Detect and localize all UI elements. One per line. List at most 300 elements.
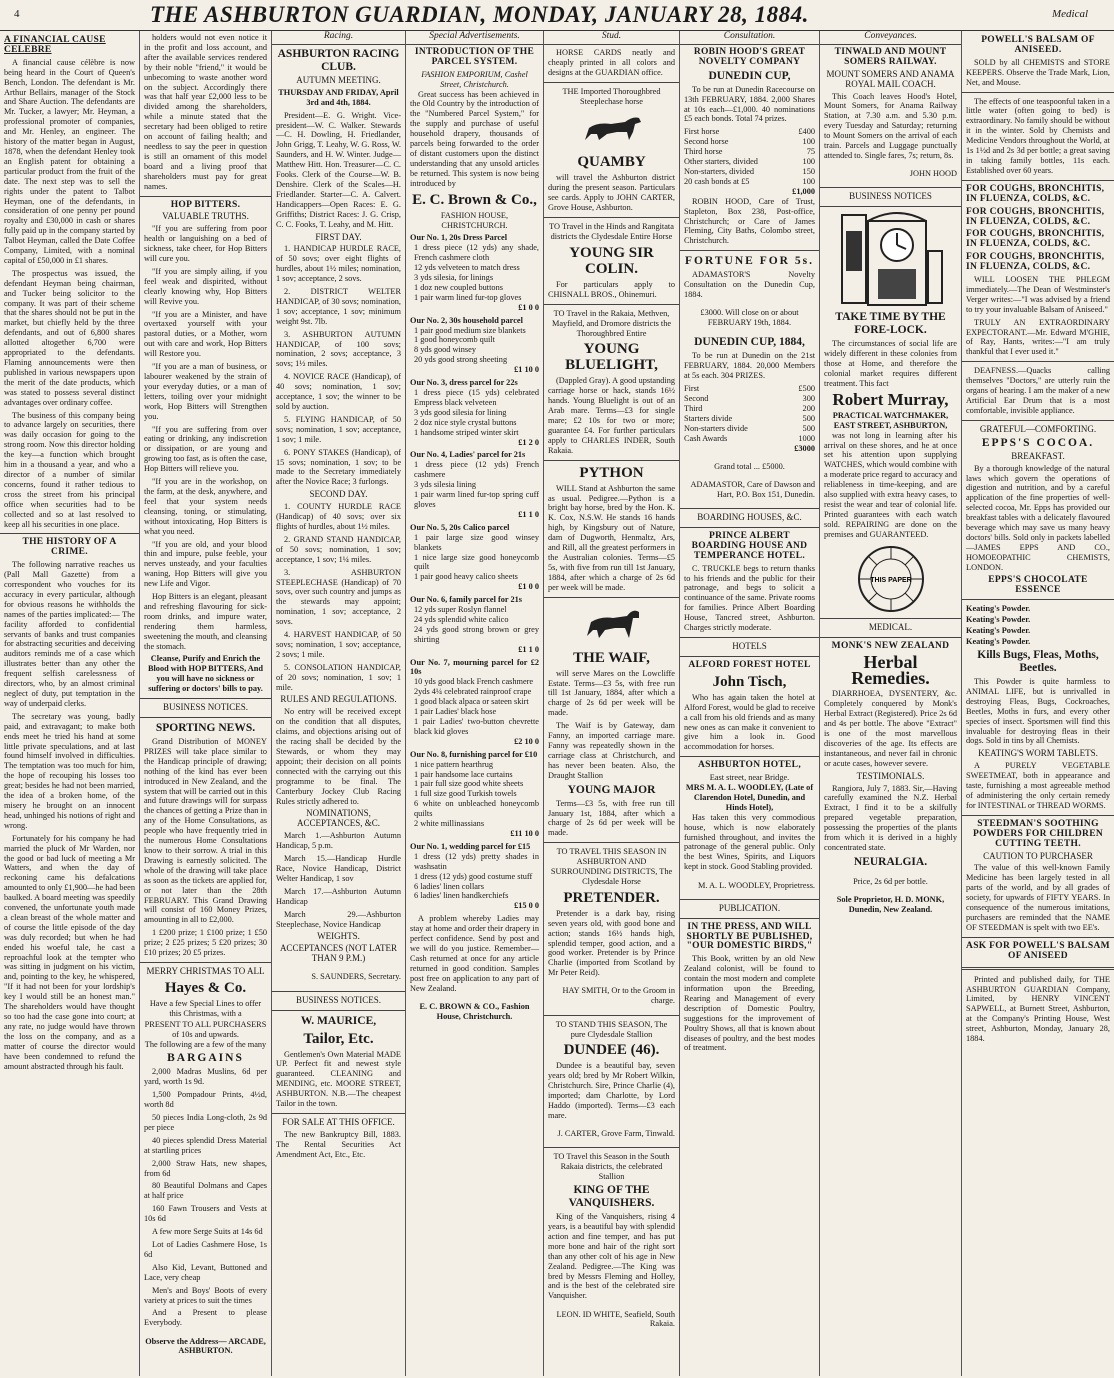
sporting-text: Grand Distribution of MONEY PRIZES will take place similar to the Handicap principle of drawing; nothing of the kind has ever been introduced in New Zealand, and the system that will be carried out in this and future drawings will for surpass the chances of getting a Prize than in any of the Home Consultations, as people who have frequently tried in the numerous Home Consultations know to their sorrow. A trial in this Drawing is earnestly solicited. The whole of the drawing will take place as soon as the tickets are applied for, or not later than the 28th FEBRUARY. This Grand Drawing will consist of 160 Money Prizes, amounting in all to £2,000. [144, 737, 267, 925]
divider [680, 637, 819, 638]
parcel-line: 20 yds good strong sheeting [414, 355, 508, 365]
hop-bitters-heading: HOP BITTERS. [170, 199, 241, 210]
prize-label: Starters divide [684, 413, 733, 423]
signature: JOHN HOOD [909, 169, 957, 179]
rules-heading: RULES AND REGULATIONS. [280, 694, 397, 705]
divider [680, 250, 819, 251]
divider [962, 815, 1114, 816]
parcel-line: 2 white millinassians [414, 819, 485, 829]
day-heading: FIRST DAY. [315, 231, 362, 242]
kills-heading: Kills Bugs, Fleas, Moths, Beetles. [977, 649, 1099, 675]
divider [272, 1010, 405, 1011]
race-name: DUNEDIN CUP, 1884, [694, 336, 805, 349]
for-sale-text: The new Bankruptcy Bill, 1883. The Rental Securities Act Amendment Act, Etc., Etc. [276, 1129, 401, 1159]
prize-row [684, 414, 815, 424]
article-paragraph: A financial cause célèbre is now being heard in the Court of Queen's Bench, London. The defendant is Mr. Arthur Bellairs, manager of the Stock and Share Auction. The defendants are Mr. Tucker, a lawyer; Mr. Heyman, a professional promoter of companies, and Mr. Henley, an engineer. The history of the matter began in August, 1878, when the defendant Henley took an English patent for obtaining a particular product from the fruit of the date. The next step was to sell the rights under the patent to Talbot Heyman, one of the defendants, in consideration of one penny per pound royalty and £30,000 in cash or shares fully paid up in the company started by Talbot Heyman, called the Date Coffee Company, Limited, with a nominal capital of £50,000 in £1 shares. [4, 57, 135, 265]
divider [140, 698, 271, 699]
parcel-line: 3 yds good silesia for lining [414, 407, 507, 417]
column-8 [962, 31, 1114, 1376]
race-item: 2. GRAND STAND HANDICAP, of 50 sovs; nomination, 1 sov; acceptance, 1 sov; 1¼ miles. [276, 534, 401, 564]
column-7 [820, 31, 962, 1376]
parcel-item [410, 523, 539, 592]
prize-value: 100 [802, 137, 815, 147]
coughs-heading: FOR COUGHS, BRONCHITIS, IN FLUENZA, COLDS, &C. [966, 229, 1105, 250]
meeting-dates: THURSDAY AND FRIDAY, April 3rd and 4th, 1884. [278, 87, 399, 107]
powell-text: SOLD by all CHEMISTS and STORE KEEPERS. Observe the Trade Mark, Lion, Net, and Mouse. [966, 57, 1110, 87]
financial-heading: A FINANCIAL CAUSE CELEBRE [4, 35, 106, 55]
stud-horse-name: YOUNG BLUELIGHT, [565, 341, 658, 374]
parcel-line: 1 pair good medium size blankets [414, 325, 526, 335]
hotel-text: Has taken this very commodious house, which is now elaborately furnished throughout, and invites the patronage of the general public. Only the best Wines, Spirits, and Liquors kept in stock. Good Stabling provided. [684, 812, 815, 872]
stud-intro: TO STAND THIS SEASON, The pure Clydesdale Stallion [555, 1019, 668, 1039]
parcel-line: 1 nice pattern hearthrug [414, 759, 494, 769]
column-4 [406, 31, 544, 1376]
keating-text: This Powder is quite harmless to ANIMAL LIFE, but is unrivalled in destroying Fleas, Bugs, Cockroaches, Beetles, Moths in furs, and every other species of insect. Sportsmen will find this invaluable for destroying fleas in their dogs. Sold in tins by all Chemists. [966, 677, 1110, 746]
prize-value: 75 [806, 147, 815, 157]
column-heading: Conveyances. [820, 31, 961, 45]
parcel-line: 1 pair Ladies' two-button chevrette black kid gloves [414, 717, 539, 736]
parcel-line: 1 dress piece (15 yds) celebrated Empress black velveteen [414, 388, 539, 407]
prize-value: 1000 [798, 433, 815, 443]
divider [962, 180, 1114, 181]
parcel-line: 6 ladies' linen collars [414, 881, 484, 891]
parcel-line: 1 good black alpaca or sateen skirt [414, 697, 529, 707]
prize-row [684, 137, 815, 147]
divider [140, 962, 271, 963]
parcel-line: 12 yds velveteen to match dress [414, 263, 520, 273]
prize-value: £500 [798, 384, 815, 394]
ad-line: "If you are a Minister, and have overtaxed yourself with your pastoral duties, or a Mother, worn out with care and work, Hop Bitters will Restore you. [144, 309, 267, 359]
ad-line: The following are a few of the many [144, 1040, 267, 1050]
race-item: 1. COUNTY HURDLE RACE (Handicap) of 40 sovs; over six flights of hurdles, about 1½ miles. [276, 502, 401, 531]
keating-line: Keating's Powder. [966, 615, 1031, 625]
prize-table [684, 384, 815, 443]
weights-heading: WEIGHTS. [317, 931, 360, 942]
crime-heading: THE HISTORY OF A CRIME. [22, 537, 117, 558]
divider [544, 304, 679, 305]
parcel-intro: Great success has been achieved in the Old Country by the introduction of the "Numbered Parcel System," for the supply and purchase of useful household drapery, thousands of parcels being forwarded to the order of distant customers upon the distinct understanding that any unsold articles be returned. This system is now being introduced by [410, 89, 539, 188]
total-value: £3000 [794, 443, 815, 453]
prize-row [684, 167, 815, 177]
signature: Sole Proprietor, H. D. MONK, Dunedin, New Zealand. [836, 895, 945, 915]
consultation-heading: ROBIN HOOD'S GREAT NOVELTY COMPANY [693, 46, 806, 67]
parcel-line: 1 pair full size good white sheets [414, 779, 524, 789]
stud-text: For particulars apply to CHISNALL BROS., Ohinemuri. [548, 279, 675, 299]
steedman-heading: STEEDMAN'S SOOTHING POWDERS FOR CHILDREN CUTTING TEETH. [972, 818, 1104, 849]
powell-text: The effects of one teaspoonful taken in a little water (often going to bed) is extraordinary. No family should be without it in the winter. Sold by Chemists and Medicine Vendors throughout the World, at 1s 1½d and 2s 3d per bottle; a great saving in taking family bottles, 11s each. Established over 60 years. [966, 96, 1110, 175]
epps-tagline: GRATEFUL—COMFORTING. [979, 423, 1097, 434]
prize-label: First horse [684, 127, 720, 137]
parcel-name: Our No. 7, mourning parcel for £2 10s [410, 657, 539, 677]
column-5 [544, 31, 680, 1376]
stud-text: will serve Mares on the Lowcliffe Estate. Terms—£3 5s, with free run till 1st January, 1884, after which a charge of 2s 6d per week will be made. [548, 668, 675, 718]
monk-heading: MONK'S NEW ZEALAND [831, 640, 950, 651]
ad-line: Hop Bitters is an elegant, pleasant and refreshing flavouring for sick-room drinks, and impure water, rendering them harmless, sweetening the mouth, and cleansing the stomach. [144, 592, 267, 651]
parcel-item [410, 233, 539, 312]
parcel-price: £1 1 0 [518, 509, 539, 519]
stud-text: King of the Vanquishers, rising 4 years, is a beautiful bay with splendid action and fine temper, and has put more bone and hair of the right sort than any other colt of his age in New Zealand. Pedigree.—The King was bred by Messrs Fleming and Holley, and is the best of the celebrated sire Vanquisher. [548, 1212, 675, 1301]
proprietor-name: John Tisch, [712, 673, 787, 690]
divider [680, 756, 819, 757]
race-item: 5. CONSOLATION HANDICAP, of 20 sovs; nomination, 1 sov; 1 mile. [276, 662, 401, 692]
coach-heading: MOUNT SOMERS AND ANAMA ROYAL MAIL COACH. [826, 68, 955, 89]
epps-text: By a thorough knowledge of the natural laws which govern the operations of digestion and nutrition, and by a careful application of the fine properties of well-selected cocoa, Mr. Epps has provided our breakfast tables with a delicately flavoured beverage which may save us many heavy doctors' bills. Sold only in packets labelled—JAMES EPPS AND CO., HOMOEOPATHIC CHEMISTS, LONDON. [966, 463, 1110, 572]
race-item: 6. PONY STAKES (Handicap), of 15 sovs; nomination, 1 sov; to be made to the Secretary immediately after the Novice Race; 3 furlongs. [276, 447, 401, 487]
parcel-line: 3 yds silesia, for linings [414, 273, 494, 283]
stud-horse-name: PRETENDER. [563, 889, 660, 906]
prize-total [684, 187, 815, 197]
parcel-price: £1 1 0 [518, 644, 539, 654]
prize-label: Cash Awards [684, 433, 728, 443]
divider [680, 508, 819, 509]
parcel-price: £11 10 0 [510, 828, 539, 838]
parcel-name: Our No. 5, 20s Calico parcel [410, 522, 510, 532]
list-item: 160 Fawn Trousers and Vests at 10s 6d [144, 1204, 267, 1224]
hayes-name: Hayes & Co. [164, 979, 247, 996]
stud-intro: THE Imported Thoroughbred Steeplechase horse [562, 86, 661, 106]
parcel-line: 1 pair large size good winsey blankets [414, 532, 539, 552]
column-2 [140, 31, 272, 1376]
prize-value: 100 [802, 157, 815, 167]
parcel-item [410, 316, 539, 375]
prize-row [684, 157, 815, 167]
monk-text: DIARRHOEA, DYSENTERY, &c. Completely conquered by Monk's Herbal Extract (Registered). Price 2s 6d and 4s per bottle. The above "Extract" is one of the most marvellous discoveries of the age. Its effects are instantaneous, and never fail in chronic or acute cases, however severe. [824, 689, 957, 768]
take-time-heading: TAKE TIME BY THE FORE-LOCK. [835, 311, 946, 337]
parcel-name: Our No. 4, Ladies' parcel for 21s [410, 450, 526, 460]
imprint: Printed and published daily, for THE ASHBURTON GUARDIAN Company, Limited, by HENRY VINCENT SAPWELL, at Burnett Street, Ashburton, at the Company's Printing House, West street, Ashburton, Monday, January 28, 1884. [966, 974, 1110, 1044]
coughs-heading: FOR COUGHS, BRONCHITIS, IN FLUENZA, COLDS, &C. [966, 252, 1105, 273]
horse-icon [577, 110, 647, 150]
stud-text: The Waif is by Gateway, dam Fanny, an imported carriage mare. Fanny was repeatedly shown in the carriage class at Christchurch, and has never been beaten. Also, the Draught Stallion [548, 721, 675, 780]
worm-text: A PURELY VEGETABLE SWEETMEAT, both in appearance and taste, furnishing a most agreeable method of administering the only certain remedy for INTESTINAL or THREAD WORMS. [966, 761, 1110, 810]
race-list [276, 244, 401, 487]
parcel-line: 6 white on unbleached honeycomb quilts [414, 799, 539, 819]
parcel-price: £15 0 0 [514, 901, 539, 911]
prize-label: Second horse [684, 137, 729, 147]
prize-value: 150 [802, 166, 815, 176]
tailor-trade: Tailor, Etc. [303, 1030, 374, 1047]
testimonial-text: Rangiora, July 7, 1883. Sir,—Having carefully examined the N.Z. Herbal Extract, I find it to be a skilfully prepared vegetable preparation, possessing the properties of the plants from which it is derived in a highly concentrated state. [824, 783, 957, 852]
parcel-footer: A problem whereby Ladies may stay at home and order their drapery in perfect confidence. Send by post and we will do you justice. Remember—Cash returned at once for any article returned in good condition. Samples post free on application to any part of New Zealand. [410, 914, 539, 993]
officials-list: President—E. G. Wright. Vice-president—W. C. Walker. Stewards—C. H. Dowling, H. Friedlander, John Grigg, T. Leahy, W. G. Ross, W. Saunders, and H. W. Winter. Judge—Matthew Hitt. Hon. Treasurer—C. C. Fooks. Clerk of the Course—W. B. Denshire. Clerk of the Scales—H. Friedlander. Starter—C. A. Calvert. Handicappers—Open Races: E. G. Griffiths; District Races: J. G. Crisp, C. C. Fooks, T. Leahy, and M. Hitt. [276, 110, 401, 229]
prize-total [684, 444, 815, 454]
prize-label: Third [684, 403, 703, 413]
parcel-line: 12 yds super Roslyn flannel [414, 605, 507, 615]
parcel-line: 1 handsome striped winter skirt [414, 427, 519, 437]
stud-horse-name: THE WAIF, [573, 649, 650, 666]
divider [544, 460, 679, 461]
parcel-line: 1 dress piece (12 yds) any shade, French cashmere cloth [414, 243, 539, 263]
parcel-sub: FASHION EMPORIUM, Cashel Street, Christchurch. [421, 69, 528, 89]
signature: S. SAUNDERS, Secretary. [311, 972, 401, 982]
stud-text: Dundee is a beautiful bay, seven years old; bred by Mr Robert Wilkin, Christchurch. Sire, Prince Charlie (4), imported; dam Charlotte, by Lord Haddo (imported). Terms—£3 each mare. [548, 1061, 675, 1120]
article-paragraph: The secretary was young, badly paid, and extravagant; to make both ends meet he tried his hand at some little private speculations, and at last found himself involved in difficulties. The temptation was too much for him, the hope of recouping his losses too great; besides he had not been married, the idea of a broken home, of the misery he brought on an innocent head, unhinged his notions of right and wrong. [4, 711, 135, 830]
proprietor-name: MRS M. A. L. WOODLEY, (Late of Clarendon Hotel, Dunedin, and Hinds Hotel), [685, 783, 814, 812]
list-item: 80 Beautiful Dolmans and Capes at half price [144, 1181, 267, 1201]
prize-row [684, 384, 815, 394]
medical-heading: MEDICAL. [868, 621, 913, 632]
prize-label: Third horse [684, 147, 723, 157]
paper-emblem-icon [836, 544, 946, 614]
paper-label: THIS PAPER [869, 576, 912, 584]
list-item: 2,000 Madras Muslins, 6d per yard, worth 1s 9d. [144, 1067, 267, 1087]
parcel-list [410, 233, 539, 911]
divider [962, 967, 1114, 970]
signature: HAY SMITH, Or to the Groom in charge. [562, 986, 675, 1006]
parcel-name: Our No. 6, family parcel for 21s [410, 595, 522, 605]
coach-text: This Coach leaves Hood's Hotel, Mount Somers, for Anama Railway Station, at 7.30 a.m. and 5.30 p.m. every Tuesday and Saturday; returning to Mount Somers on the arrival of each train. Parcels and Luggage punctually attended to. Single fares, 7s; return, 8s. [824, 91, 957, 160]
prize-label: Second [684, 393, 709, 403]
prize-value: 200 [802, 403, 815, 413]
list-item: And a Present to please Everybody. [144, 1308, 267, 1328]
ad-line: "If you are suffering from poor health or languishing on a bed of sickness, take cheer, for Hop Bitters will cure you. [144, 224, 267, 264]
watchmaker-text: was not long in learning after his arrival on these shores, and he at once set his attention upon supplying WATCHES, which would combine with a moderate price regard to accuracy and reliableness in time-keeping, and are also supplied with extra heavy cases, to resist the wear and tear of colonial life. Printed guarantees with each watch sold. REPAIRING are done on the premises and GUARANTEED. [824, 430, 957, 539]
race-item: 3. ASHBURTON AUTUMN HANDICAP, of 100 sovs; nomination, 2 sovs; acceptance, 3 sovs; 1½ miles. [276, 329, 401, 369]
stud-horse-name: QUAMBY [577, 154, 646, 171]
parcel-item [410, 595, 539, 654]
ad-line: "If you are simply ailing, if you feel weak and dispirited, without clearly knowing why, Hop Bitters will Revive you. [144, 266, 267, 306]
divider [820, 637, 961, 638]
monk-title: Herbal Remedies. [851, 652, 930, 689]
neuralgia-heading: NEURALGIA. [853, 855, 928, 868]
prize-row [684, 127, 815, 137]
tailor-name: W. MAURICE, [300, 1014, 377, 1027]
christmas-heading: MERRY CHRISTMAS TO ALL [146, 965, 265, 976]
consultation-text: To be run at Dunedin on the 21st FEBRUARY, 1884. 20,000 Members at 5s each. 304 PRIZES. [684, 351, 815, 381]
prize-list: 1 £200 prize; 1 £100 prize; 1 £50 prize; 2 £25 prizes; 5 £20 prizes; 30 £10 prizes; 20 £5 prizes. [144, 928, 267, 958]
parcel-item [410, 658, 539, 747]
divider [962, 937, 1114, 938]
divider [962, 92, 1114, 93]
race-item: 2. DISTRICT WELTER HANDICAP, of 30 sovs; nomination, 1 sov; acceptance, 1 sov; minimum weight 9st. 7lb. [276, 287, 401, 326]
stud-text: Terms—£3 5s, with free run till January 1st, 1884, after which a charge of 2s 6d per week will be made. [548, 798, 675, 838]
stud-intro: TO Travel in the Rakaia, Methven, Mayfield, and Dromore districts the Thoroughbred Entire [551, 308, 672, 338]
column-3 [272, 31, 406, 1376]
bargains-heading: BARGAINS [167, 1052, 244, 1065]
press-text: This Book, written by an old New Zealand colonist, will be found to contain the most modern and complete information upon the Breeding, Rearing and Management of every description of Domestic Poultry, suggestions for the improvement of Poultry Shows, all that is known about diseases of poultry, and the best modes of treatment. [684, 954, 815, 1053]
grand-total: Grand total ... £5000. [714, 461, 785, 471]
article-paragraph: The following narrative reaches us (Pall Mall Gazette) from a correspondent who vouches for its accuracy in every particular, although for obvious reasons he withholds the names of the parties implicated:— The facility afforded to confidential servants of banks and trust companies for abstracting securities and deceiving auditors reminds me of a case which illustrates better than any other the frequent selfish carelessness of directors, who, by an almost criminal neglect of duty, put temptation in the way of underpaid clerks. [4, 560, 135, 708]
column-6 [680, 31, 820, 1376]
parcel-line: 24 yds good strong brown or grey shirting [414, 624, 539, 644]
press-heading: IN THE PRESS, AND WILL SHORTLY BE PUBLISHED, "OUR DOMESTIC BIRDS," [686, 921, 813, 952]
stud-text: Pretender is a dark bay, rising seven years old, with good bone and action; stands 16½ hands high, splendid temper, good action, and a good worker. Pretender is by Prince Charlie (imported from Scotland by Mr Peter Reid). [548, 908, 675, 978]
railway-heading: TINWALD AND MOUNT SOMERS RAILWAY. [834, 46, 947, 67]
parcel-heading: INTRODUCTION OF THE PARCEL SYSTEM. [414, 46, 535, 67]
signature: LEON. ID WHITE, Seafield, South Rakaia. [556, 1309, 675, 1329]
divider [820, 187, 961, 188]
hotel-text: Who has again taken the hotel at Alford Forest, would be glad to receive a call from his old friends and as many new ones as can make it convenient to give him a look in. Good accommodation for horses. [684, 692, 815, 752]
article-paragraph: Fortunately for his company he had married the pluck of Mr Warden, nor the good or bad luck of meeting a Mr Watters, and when the day of reckoning came his defalcations amounted to only £1,900—he had been baulked. A board meeting was speedily convened, the unfortunate youth made a clean breast of the whole matter and of course the little episode of the day was duly recorded; but when he had ended his woeful tale, he cast a reproachful look at the tempter who was sitting in judgment on his victim, and, pointing to the key, he whispered, "If it had not been for your lordship's key I would still be an honest man." The shareholders would have thought so too had the case gone into court; at any rate, no judge would have thrown the loss on the company, and as a matter of course the director would have been condemned to refund the amount abstracted through his fault. [4, 833, 135, 1071]
list-item: Lot of Ladies Cashmere Hose, 1s 6d [144, 1239, 267, 1259]
ad-closing: Cleanse, Purify and Enrich the Blood with HOP BITTERS, And you will have no sickness or suffering or doctors' bills to pay. [147, 654, 264, 694]
prize-row [684, 434, 815, 444]
for-sale-heading: FOR SALE AT THIS OFFICE. [282, 1116, 395, 1127]
steedman-text: The value of this well-known Family Medicine has been largely tested in all parts of the world, and by all grades of society, for upwards of FIFTY YEARS. In consequence of the numerous imitations, purchasers are reminded that the NAME OF STEEDMAN is spelt with two EE's. [966, 863, 1110, 932]
prize-label: First [684, 384, 700, 394]
list-item: Also Kid, Levant, Buttoned and Lace, very cheap [144, 1262, 267, 1282]
parcel-line: 2 doz nice style crystal buttons [414, 417, 517, 427]
parcel-price: £1 0 0 [518, 302, 539, 312]
parcel-item [410, 750, 539, 839]
parcel-line: 1 dress piece (12 yds) French cashmere [414, 460, 539, 480]
prize-label: Non-starters divide [684, 423, 748, 433]
prize-row [684, 177, 815, 187]
prize-value: 500 [802, 423, 815, 433]
section-label: Medical [1052, 8, 1089, 20]
race-item: 1. HANDICAP HURDLE RACE, of 50 sovs; over eight flights of hurdles, about 1½ miles; nomination, 1 sov; acceptance, 2 sovs. [276, 244, 401, 284]
ad-line: "If you are a man of business, or labourer weakened by the strain of your everyday duties, or a man of letters, toiling over your midnight work, Hop Bitters will Strengthen you. [144, 362, 267, 421]
watchmaker-sub: PRACTICAL WATCHMAKER, EAST STREET, ASHBURTON, [832, 410, 949, 430]
article-continuation: holders would not even notice it in the profit and loss account, and after the available services rendered by their noble "friend," it would be unbecoming to waste another word on the subject. Accordingly there was that half year £2,000 less to be divided among the shareholders, while a minute stated that the secretary had been obliged to retire on account of failing health; and needless to say the peer in question is still an ornament of this model board and a living proof that shareholders must pay for great names. [144, 33, 267, 191]
ad-line: Have a few Special Lines to offer this Christmas, with a [149, 998, 262, 1018]
total-value: £1,000 [792, 186, 815, 196]
race-item: 3. ASHBURTON STEEPLECHASE (Handicap) of 70 sovs, over such country and jumps as the stewards may appoint; nomination, 1 sov; acceptance, 2 sovs. [276, 567, 401, 627]
caution-heading: CAUTION TO PURCHASER [983, 850, 1093, 861]
parcel-name: Our No. 8, furnishing parcel for £10 [410, 749, 538, 759]
testimonials-heading: TESTIMONIALS. [856, 770, 925, 781]
powell-testimonial: TRULY AN EXTRAORDINARY EXPECTORANT.—Mr. Edward M'GHIE, of Ray, Hants, writes:—"I am truly thankful that I ever used it." [966, 317, 1110, 357]
coughs-heading: FOR COUGHS, BRONCHITIS, IN FLUENZA, COLDS, &C. [966, 206, 1105, 227]
firm-name: E. C. Brown & Co., [412, 191, 537, 208]
parcel-price: £1 0 0 [518, 582, 539, 592]
list-item: 1,500 Pompadour Prints, 4½d, worth 8d [144, 1090, 267, 1110]
prize-row [684, 404, 815, 414]
prize-label: Non-starters, divided [684, 166, 755, 176]
list-item: A few more Serge Suits at 14s 6d [152, 1227, 263, 1237]
divider [820, 618, 961, 619]
rules-text: No entry will be received except on the condition that all disputes, claims, and objections arising out of the racing shall be decided by the Stewards, or whom they may appoint; their decision on all points connected with the carrying out this programme to be final. The Canterbury Jockey Club Racing Rules strictly adhered to. [276, 707, 401, 806]
prize-label: 20 cash bonds at £5 [684, 176, 750, 186]
prize-label: Other starters, divided [684, 157, 758, 167]
hotel-address: East street, near Bridge. [709, 773, 790, 783]
business-notices-heading: BUSINESS NOTICES. [162, 702, 248, 713]
day-heading: SECOND DAY. [309, 489, 368, 500]
race-list [276, 502, 401, 692]
divider [680, 656, 819, 657]
column-heading: Racing. [272, 31, 405, 45]
watchmaker-name: Robert Murray, [832, 389, 949, 409]
parcel-price: £1 10 0 [514, 365, 539, 375]
column-heading: Special Advertisements. [406, 31, 543, 45]
ad-line: "If you are old, and your blood thin and impure, pulse feeble, your nerves unsteady, and your faculties waning, Hop Bitters will give you new Life and Vigor. [144, 539, 267, 589]
stud-text: (Dappled Gray). A good upstanding carriage horse or hack, stands 16½ hands. Young Bluelight is out of an Arab mare. Terms—£3 for single mare; £2 10s for two or more; guarantee £4. For further particulars apply to CHARLES INDER, South Rakaia. [548, 376, 675, 455]
clock-text: The circumstances of social life are widely different in these colonies from those at Home, and therefore the colonial market requires different treatment. This fact [824, 339, 957, 388]
race-item: 4. NOVICE RACE (Handicap), of 40 sovs; nomination, 1 sov; acceptance, 1 sov; the winner to be sold by auction. [276, 372, 401, 411]
divider [544, 597, 679, 598]
worm-heading: KEATING'S WORM TABLETS. [978, 748, 1098, 759]
parcel-line: 1 nice large size good honeycomb quilt [414, 552, 539, 572]
parcel-line: 3 yds silesia lining [414, 480, 476, 490]
parcel-name: Our No. 2, 30s household parcel [410, 315, 523, 325]
parcel-name: Our No. 1, 20s Dress Parcel [410, 233, 508, 243]
epps-title: EPPS'S COCOA. [981, 436, 1095, 449]
epps-chocolate: EPPS'S CHOCOLATE ESSENCE [988, 574, 1088, 595]
prize-value: £400 [798, 127, 815, 137]
prize-row [684, 147, 815, 157]
parcel-line: 24 yds splendid white calico [414, 614, 509, 624]
parcel-item [410, 450, 539, 519]
stud-intro: TO TRAVEL THIS SEASON IN ASHBURTON AND SURROUNDING DISTRICTS, The Clydesdale Horse [550, 847, 673, 886]
list-item: Men's and Boys' Boots of every variety at prices to suit the times [144, 1285, 267, 1305]
acceptances-heading: ACCEPTANCES (NOT LATER THAN 9 P.M.) [279, 943, 398, 964]
signature: ADAMASTOR, Care of Dawson and Hart, P.O. Box 151, Dunedin. [690, 479, 815, 499]
firm-sub: FASHION HOUSE, CHRISTCHURCH. [440, 210, 509, 230]
keating-line: Keating's Powder. [966, 637, 1031, 647]
parcel-item [410, 842, 539, 911]
prize-row [684, 394, 815, 404]
divider [544, 1147, 679, 1148]
race-name: DUNEDIN CUP, [708, 69, 791, 82]
prize-row [684, 424, 815, 434]
parcel-line: 2yds 4¼ celebrated rainproof crape [414, 687, 532, 697]
divider [140, 196, 271, 197]
business-notices-heading: BUSINESS NOTICES. [295, 994, 381, 1005]
parcel-line: 1 pair handsome lace curtains [414, 769, 513, 779]
parcel-price: £1 2 0 [518, 437, 539, 447]
bargain-list [144, 1067, 267, 1328]
boarding-house-name: PRINCE ALBERT BOARDING HOUSE AND TEMPERANCE HOTEL. [691, 530, 808, 561]
hotels-heading: HOTELS [732, 640, 767, 651]
parcel-line: 1 pair warm lined fur-top gloves [414, 292, 522, 302]
parcel-line: 1 doz new coupled buttons [414, 282, 503, 292]
consultation-note: £3000. Will close on or about FEBRUARY 19th, 1884. [700, 308, 799, 328]
parcel-name: Our No. 3, dress parcel for 22s [410, 378, 518, 388]
signature: M. A. L. WOODLEY, Proprietress. [698, 880, 815, 890]
article-paragraph: The business of this company being to advance largely on securities, there was daily occasion for going to the strong room. Now this director holding the key—a function which brought him in a thousand a year, and who a director of a number of similar concerns, found it rather tedious to cross the street from his principal office when securities had to be collected and so at last resolved to keep all his securities in one place. [4, 410, 135, 529]
divider [962, 599, 1114, 600]
article-paragraph: The prospectus was issued, the defendant Heyman being chairman, and Tucker being solicitor to the company. It was part of their scheme that the shares should not be put in the market, but chiefly held by the three defendants, and out of 6,800 shares allotted altogether 6,700 were appropriated to the defendants. Flaming announcements were then published in various newspapers upon the merit of the date products, which was stated to possess several distinct advantages over ordinary coffee. [4, 268, 135, 407]
parcel-price: £2 10 0 [514, 736, 539, 746]
prize-table [684, 127, 815, 186]
divider [962, 361, 1114, 362]
divider [962, 420, 1114, 421]
neuralgia-price: Price, 2s 6d per bottle. [853, 877, 928, 887]
stud-text: WILL Stand at Ashburton the same as usual. Pedigree.—Python is a bright bay horse, bred by the Hon. K. K. Cox, N.S.W. He stands 16 hands high, by Kingsbury out of Nature, dam of Dugworth, Henmaltz, Ars, and Rill, all the greatest performers in the Australian colonies. Terms—£5 5s, with five from run till 1st January, 1884, after which a charge of 2s 6d per week will be made. [548, 483, 675, 592]
parcel-line: 10 yds good black French cashmere [414, 677, 534, 687]
column-1 [0, 31, 140, 1376]
race-item: 5. FLYING HANDICAP, of 50 sovs; nomination, 1 sov; acceptance, 1 sov; 1 mile. [276, 414, 401, 444]
financial-article [4, 58, 135, 530]
hop-bitters-ad [144, 224, 267, 694]
parcel-line: 8 yds good winsey [414, 345, 476, 355]
divider [544, 217, 679, 218]
tailor-text: Gentlemen's Own Material MADE UP. Perfect fit and newest style guaranteed. CLEANING and MENDING, etc. MOORE STREET, ASHBURTON. N.B.—The cheapest Tailor in the town. [276, 1049, 401, 1109]
stud-horse-name: DUNDEE (46). [563, 1042, 660, 1059]
meeting-name: AUTUMN MEETING. [296, 74, 381, 85]
column-heading: Stud. [544, 31, 679, 45]
stud-intro: TO Travel in the Hinds and Rangitata districts the Clydesdale Entire Horse [549, 222, 674, 241]
consultation-text: To be run at Dunedin Racecourse on 13th FEBRUARY, 1884. 2,000 Shares at 10s each—£1,000. 40 nominations £5 each bonds. Total 74 prizes. [684, 84, 815, 124]
divider [680, 918, 819, 919]
list-item: 40 pieces splendid Dress Material at startling prices [144, 1135, 267, 1155]
clock-icon [836, 211, 946, 307]
prize-value: 100 [802, 176, 815, 186]
list-item: March 17.—Ashburton Autumn Handicap [276, 886, 401, 906]
agent-text: ROBIN HOOD, Care of Trust, Stapleton, Box 238, Post-office, Christchurch; or Care of James Fleming, City Baths, Colombo street, Christchurch. [684, 196, 815, 246]
parcel-line: 6 ladies' linen handkerchiefs [414, 891, 509, 901]
list-item: 50 pieces India Long-cloth, 2s 9d per piece [144, 1113, 267, 1132]
prize-value: 300 [802, 393, 815, 403]
divider [272, 991, 405, 992]
keating-line: Keating's Powder. [966, 626, 1031, 636]
powell-testimonial: WILL LOOSEN THE PHLEGM immediately.—The Dean of Westminster's Verger writes:—"I was advised by a friend to try your invaluable Balsam of Aniseed." [966, 275, 1110, 314]
divider [680, 899, 819, 900]
divider [544, 842, 679, 843]
hotel-name: ALFORD FOREST HOTEL [688, 659, 811, 670]
nominations-heading: NOMINATIONS, ACCEPTANCES, &C. [296, 808, 381, 829]
deafness-ad: DEAFNESS.—Quacks calling themselves "Doctors," are utterly ruin the organs of hearing. I am the maker of a new Artificial Ear Drum that is a most comfortable, invisible appliance. [966, 366, 1110, 415]
